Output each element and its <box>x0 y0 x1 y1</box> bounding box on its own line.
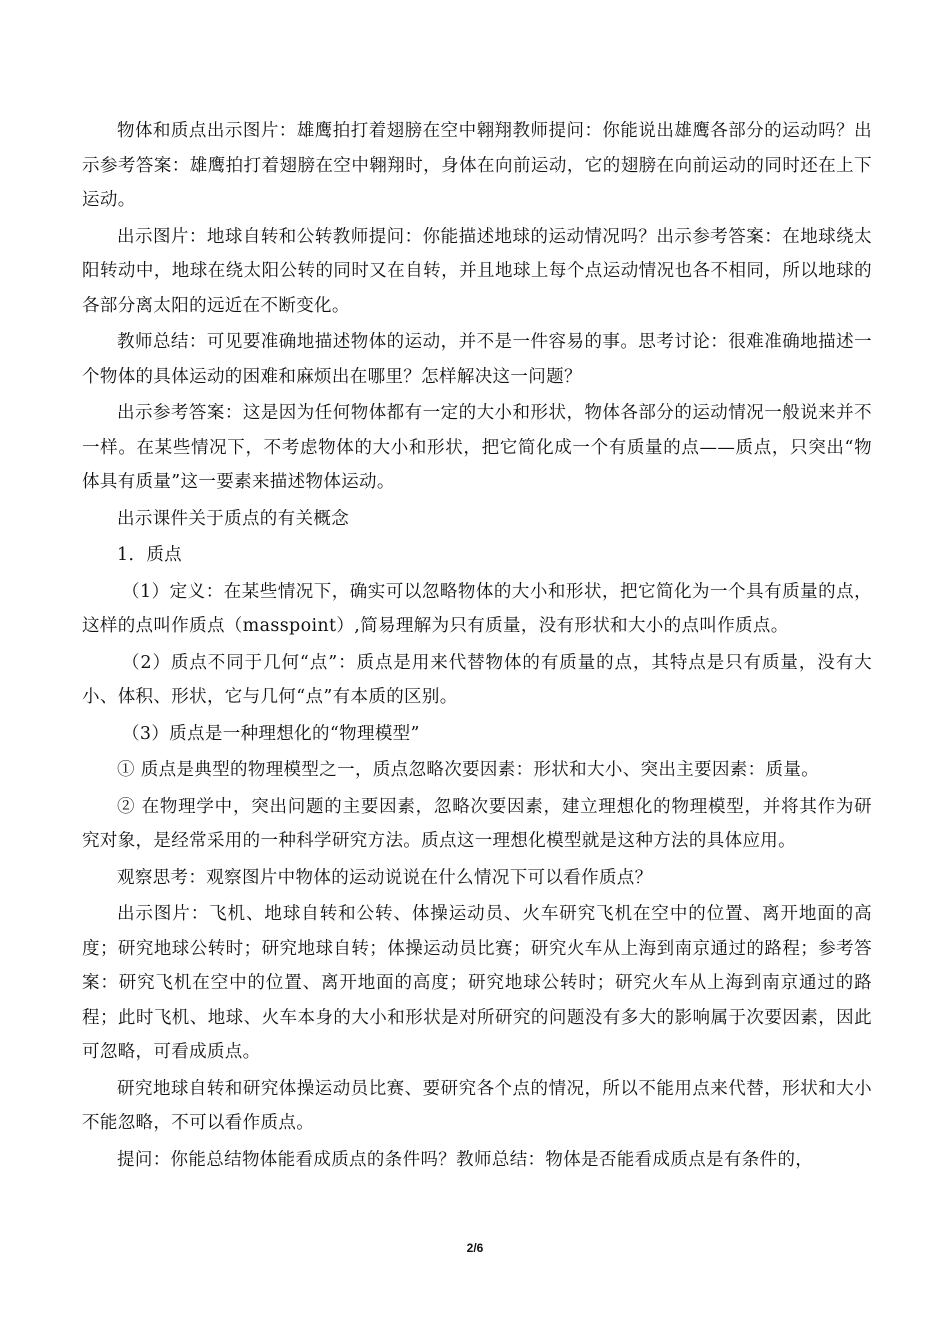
paragraph-model-item-1: ① 质点是典型的物理模型之一，质点忽略次要因素：形状和大小、突出主要因素：质量。 <box>117 760 820 780</box>
paragraph-question-conditions: 提问：你能总结物体能看成质点的条件吗？教师总结：物体是否能看成质点是有条件的， <box>117 1149 814 1170</box>
paragraph-geometric-point: （2）质点不同于几何“点”：质点是用来代替物体的有质量的点，其特点是只有质量，没有大小、体积、形状，它与几何“点”有本质的区别。 <box>82 652 872 707</box>
paragraph-courseware: 出示课件关于质点的有关概念 <box>117 508 350 529</box>
document-body <box>82 114 872 1179</box>
paragraph-model-item-2: ② 在物理学中，突出问题的主要因素，忽略次要因素，建立理想化的物理模型，并将其作为研究对象，是经常采用的一种科学研究方法。质点这一理想化模型就是这种方法的具体应用。 <box>82 796 872 851</box>
paragraph-physical-model: （3）质点是一种理想化的“物理模型” <box>122 723 420 744</box>
paragraph-earth-rotation: 研究地球自转和研究体操运动员比赛、要研究各个点的情况，所以不能用点来代替，形状和大小不能忽略，不可以看作质点。 <box>82 1078 872 1133</box>
paragraph-reference-answer: 出示参考答案：这是因为任何物体都有一定的大小和形状，物体各部分的运动情况一般说来并不一样。在某些情况下，不考虑物体的大小和形状，把它简化成一个有质量的点——质点，只突出“物体具有质量”这一要素来描述物体运动。 <box>82 403 872 492</box>
paragraph-teacher-summary: 教师总结：可见要准确地描述物体的运动，并不是一件容易的事。思考讨论：很难准确地描述一个物体的具体运动的困难和麻烦出在哪里？怎样解决这一问题？ <box>82 332 872 387</box>
paragraph-definition: （1）定义：在某些情况下，确实可以忽略物体的大小和形状，把它简化为一个具有质量的点，这样的点叫作质点（masspoint）,简易理解为只有质量，没有形状和大小的点叫作质点。 <box>82 581 872 636</box>
paragraph-eagle: 物体和质点出示图片：雄鹰拍打着翅膀在空中翱翔教师提问：你能说出雄鹰各部分的运动吗？出示参考答案：雄鹰拍打着翅膀在空中翱翔时，身体在向前运动，它的翅膀在向前运动的同时还在上下运动。 <box>82 121 872 210</box>
page-number: 2/6 <box>466 1241 484 1255</box>
heading-mass-point: 1．质点 <box>117 545 183 565</box>
paragraph-earth: 出示图片：地球自转和公转教师提问：你能描述地球的运动情况吗？出示参考答案：在地球绕太阳转动中，地球在绕太阳公转的同时又在自转，并且地球上每个点运动情况也各不相同，所以地球的各部分离太阳的远近在不断变化。 <box>82 226 872 316</box>
paragraph-show-pictures: 出示图片：飞机、地球自转和公转、体操运动员、火车研究飞机在空中的位置、离开地面的高度；研究地球公转时；研究地球自转；体操运动员比赛；研究火车从上海到南京通过的路程；参考答案：研究飞机在空中的位置、离开地面的高度；研究地球公转时；研究火车从上海到南京通过的路程；此时飞机、地球、火车本身的大小和形状是对所研究的问题没有多大的影响属于次要因素，因此可忽略，可看成质点。 <box>82 904 872 1062</box>
paragraph-observe-think: 观察思考：观察图片中物体的运动说说在什么情况下可以看作质点？ <box>117 867 653 888</box>
